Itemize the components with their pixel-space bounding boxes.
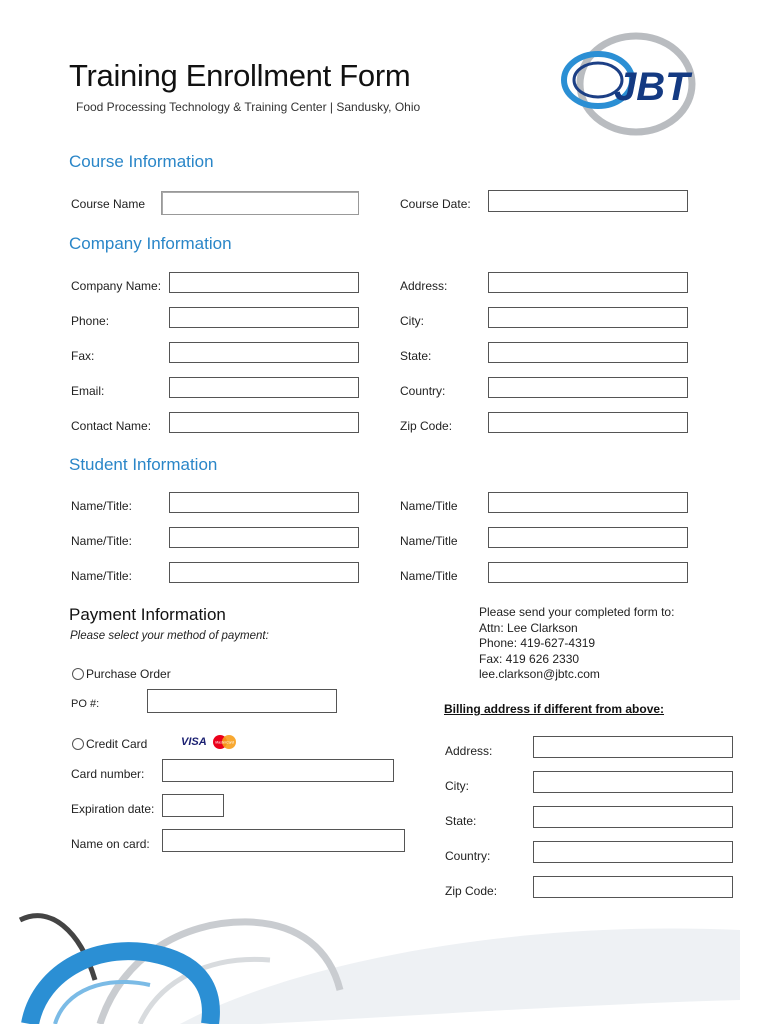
state-label: State:	[400, 349, 432, 363]
student-name-title-input-4[interactable]	[488, 492, 688, 513]
address-input[interactable]	[488, 272, 688, 293]
fax-input[interactable]	[169, 342, 359, 363]
country-label: Country:	[400, 384, 446, 398]
phone-input[interactable]	[169, 307, 359, 328]
country-input[interactable]	[488, 377, 688, 398]
jbt-logo	[556, 32, 706, 142]
payment-section-heading: Payment Information	[69, 605, 226, 624]
logo-text: JBT	[614, 65, 690, 109]
page-title: Training Enrollment Form	[69, 58, 411, 93]
po-number-label: PO #:	[71, 698, 100, 710]
card-number-input[interactable]	[162, 759, 394, 782]
company-name-label: Company Name:	[71, 279, 162, 293]
contact-info	[479, 605, 674, 683]
billing-state-input[interactable]	[533, 806, 733, 828]
billing-city-input[interactable]	[533, 771, 733, 793]
billing-country-input[interactable]	[533, 841, 733, 863]
name-on-card-label: Name on card:	[71, 837, 150, 851]
page-subtitle: Food Processing Technology & Training Center | Sandusky, Ohio	[76, 100, 421, 114]
course-section-heading: Course Information	[69, 152, 214, 171]
company-name-input[interactable]	[169, 272, 359, 293]
course-date-label: Course Date:	[400, 197, 471, 211]
student-name-title-input-3[interactable]	[169, 562, 359, 583]
city-input[interactable]	[488, 307, 688, 328]
email-input[interactable]	[169, 377, 359, 398]
card-logos	[180, 733, 240, 756]
city-label: City:	[400, 314, 424, 328]
student-section-heading: Student Information	[69, 455, 218, 474]
student-name-title-label-3: Name/Title:	[71, 569, 132, 583]
zip-code-label: Zip Code:	[400, 419, 453, 433]
expiration-date-label: Expiration date:	[71, 802, 155, 816]
billing-zip-code-input[interactable]	[533, 876, 733, 898]
student-name-title-label-4: Name/Title	[400, 499, 458, 513]
fax-label: Fax:	[71, 349, 95, 363]
course-name-input[interactable]	[161, 191, 359, 215]
student-name-title-input-1[interactable]	[169, 492, 359, 513]
payment-instructions: Please select your method of payment:	[70, 630, 269, 642]
course-name-label: Course Name	[71, 197, 146, 211]
billing-heading: Billing address if different from above:	[444, 702, 665, 716]
student-name-title-label-6: Name/Title	[400, 569, 458, 583]
billing-country-label: Country:	[445, 849, 491, 863]
name-on-card-input[interactable]	[162, 829, 405, 852]
billing-city-label: City:	[445, 779, 469, 793]
billing-address-input[interactable]	[533, 736, 733, 758]
student-name-title-label-5: Name/Title	[400, 534, 458, 548]
contact-line-1: Please send your completed form to:	[479, 605, 675, 619]
address-label: Address:	[400, 279, 448, 293]
state-input[interactable]	[488, 342, 688, 363]
student-name-title-input-6[interactable]	[488, 562, 688, 583]
email-label: Email:	[71, 384, 105, 398]
card-number-label: Card number:	[71, 767, 145, 781]
visa-logo: VISA	[181, 736, 207, 748]
purchase-order-label: Purchase Order	[86, 667, 171, 681]
billing-zip-code-label: Zip Code:	[445, 884, 498, 898]
purchase-order-radio[interactable]	[72, 668, 84, 680]
phone-label: Phone:	[71, 314, 110, 328]
contact-line-2: Attn: Lee Clarkson	[479, 620, 578, 635]
credit-card-label: Credit Card	[86, 737, 148, 751]
zip-code-input[interactable]	[488, 412, 688, 433]
student-name-title-input-2[interactable]	[169, 527, 359, 548]
mastercard-text: MasterCard	[215, 740, 234, 745]
contact-email: lee.clarkson@jbtc.com	[479, 667, 600, 681]
contact-name-input[interactable]	[169, 412, 359, 433]
contact-line-3: Phone: 419-627-4319	[479, 636, 596, 650]
course-date-input[interactable]	[488, 190, 688, 212]
credit-card-radio[interactable]	[72, 738, 84, 750]
company-section-heading: Company Information	[69, 234, 232, 253]
expiration-date-input[interactable]	[162, 794, 224, 817]
billing-state-label: State:	[445, 814, 477, 828]
student-name-title-label-2: Name/Title:	[71, 534, 132, 548]
decorative-footer-swoosh	[0, 900, 770, 1024]
student-name-title-label-1: Name/Title:	[71, 499, 132, 513]
contact-name-label: Contact Name:	[71, 419, 152, 433]
billing-address-label: Address:	[445, 744, 493, 758]
po-number-input[interactable]	[147, 689, 337, 713]
contact-line-4: Fax: 419 626 2330	[479, 651, 580, 666]
student-name-title-input-5[interactable]	[488, 527, 688, 548]
